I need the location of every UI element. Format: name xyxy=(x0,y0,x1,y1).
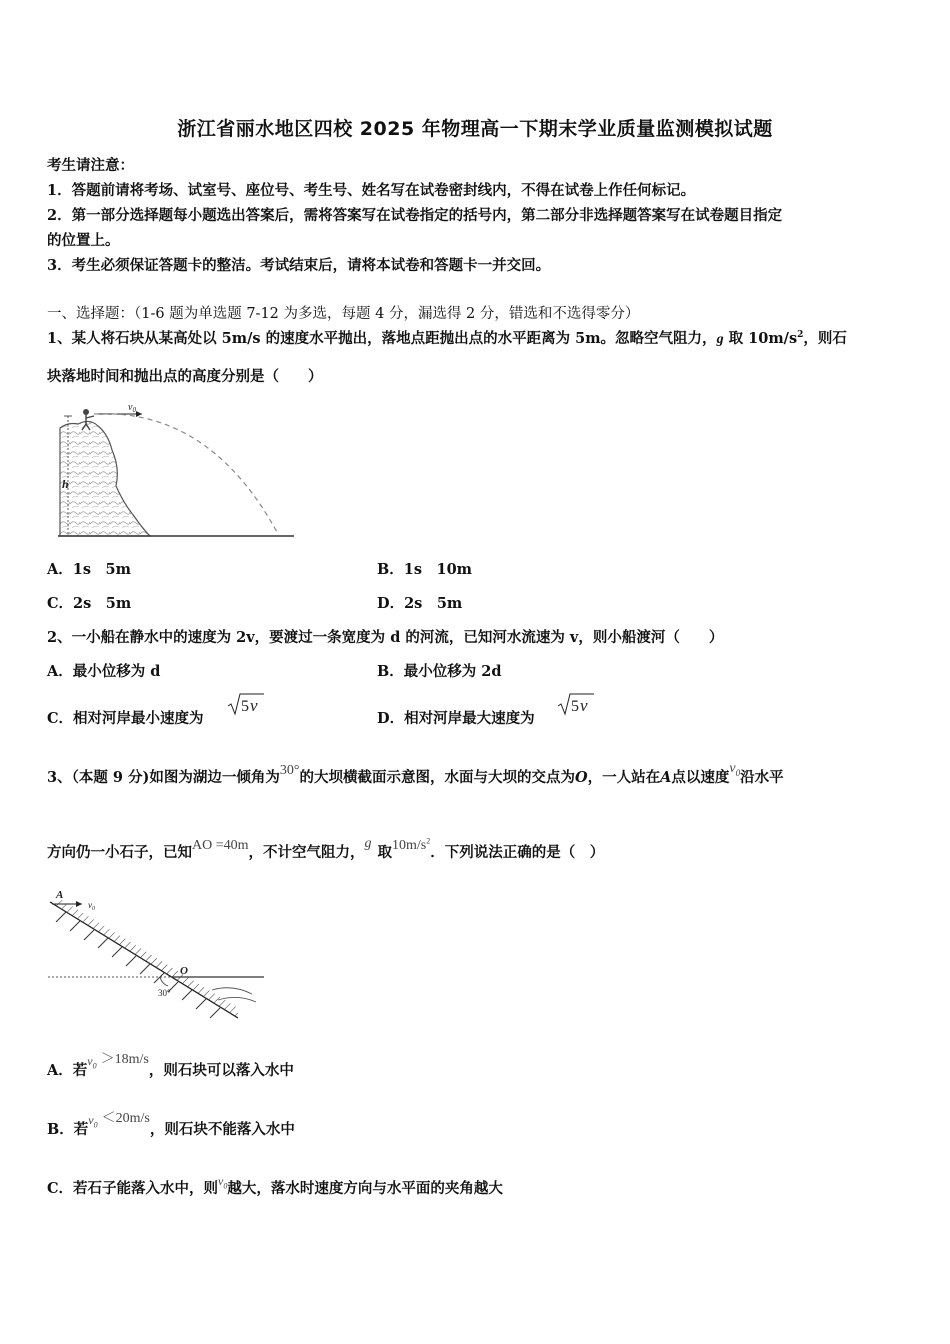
dam-hatching xyxy=(56,912,220,1018)
thrower xyxy=(83,409,89,415)
q3-option-a-text-2: ，则石块可以落入水中 xyxy=(148,1062,294,1079)
svg-text:5: 5 xyxy=(571,698,579,715)
q2-option-b[interactable]: B．最小位移为 2d xyxy=(377,663,502,680)
q1-cliff-figure xyxy=(50,398,300,540)
q3-option-c[interactable]: C．若石子能落入水中，则$^{v_0}$越大，落水时速度方向与水平面的夹角越大 xyxy=(47,1174,503,1197)
q3-text-2d: ．下列说法正确的是（ ） xyxy=(430,844,605,861)
height-label: h xyxy=(62,477,69,491)
q1-option-d[interactable]: D．2s 5m xyxy=(377,595,463,612)
q3-text-1c: ，一人站在 xyxy=(587,769,661,786)
q2-option-a[interactable]: A．最小位移为 d xyxy=(47,663,161,680)
q3-option-b-cond: ＜20m/s xyxy=(101,1111,150,1126)
q1-text-a: 1、某人将石块从某高处以 5m/s 的速度水平抛出，落地点距抛出点的水平距离为 5m。忽略空气阻力， xyxy=(47,330,717,347)
q3-stem-line1 xyxy=(47,761,784,788)
fig-label-a: A xyxy=(56,889,64,901)
q1-stem-line2: 块落地时间和抛出点的高度分别是（ ） xyxy=(47,368,323,385)
q2-option-c-sqrt xyxy=(226,690,266,718)
v0-label: $v_0$ xyxy=(128,402,136,414)
q2-option-d-sqrt xyxy=(556,690,596,718)
q3-gval: $10m/s^2$ xyxy=(392,836,431,853)
cliff-shape xyxy=(60,421,150,536)
q3-point-o: O xyxy=(575,769,588,786)
q2-option-c-text: C．相对河岸最小速度为 xyxy=(47,710,204,727)
q3-stem-line2 xyxy=(47,836,605,862)
q3-text-2a: 方向仍一小石子，已知 xyxy=(47,844,192,861)
q3-text-1e: 沿水平 xyxy=(740,769,784,786)
notice-heading: 考生请注意： xyxy=(47,157,134,174)
q3-option-b-text-1: B．若 xyxy=(47,1121,89,1138)
q3-option-b[interactable]: B．若$^{v_0}$ ＜20m/s，则石块不能落入水中 xyxy=(47,1111,295,1138)
q3-v0: $v_0$ xyxy=(729,761,741,778)
svg-text:v: v xyxy=(250,696,258,715)
q1-sup: 2 xyxy=(797,330,804,341)
q2-stem: 2、一小船在静水中的速度为 2v，要渡过一条宽度为 d 的河流，已知河水流速为 v，则小船渡河（ ） xyxy=(47,629,724,646)
section-heading: 一、选择题：（1-6 题为单选题 7-12 为多选，每题 4 分，漏选得 2 分，错选和不选得零分） xyxy=(47,306,640,322)
q1-text-b: 取 10m/s xyxy=(723,330,798,347)
q1-g: g xyxy=(716,332,724,347)
q3-ao: AO =40m xyxy=(192,838,249,853)
notice-item-2-cont: 的位置上。 xyxy=(47,232,120,249)
q3-text-2c: 取 xyxy=(377,844,393,861)
notice-item-2: 2．第一部分选择题每小题选出答案后，需将答案写在试卷指定的括号内，第二部分非选择题答案写在试卷题目指定 xyxy=(47,207,783,224)
q3-text-1b: 的大坝横截面示意图，水面与大坝的交点为 xyxy=(299,769,575,786)
q2-option-c[interactable] xyxy=(47,707,204,728)
q3-option-a-cond: ＞18m/s xyxy=(100,1052,149,1067)
q3-point-a: A xyxy=(660,769,672,786)
notice-item-3: 3．考生必须保证答题卡的整洁。考试结束后，请将本试卷和答题卡一并交回。 xyxy=(47,257,551,274)
q1-option-a[interactable]: A．1s 5m xyxy=(47,561,131,578)
fig-label-o: O xyxy=(180,965,188,977)
q3-text-2b: ，不计空气阻力， xyxy=(248,844,365,861)
fig-angle-label: 30° xyxy=(158,988,171,998)
q3-option-a-text-1: A．若 xyxy=(47,1062,88,1079)
q1-text-c: ，则石 xyxy=(803,330,847,347)
q3-dam-figure xyxy=(42,886,272,1026)
q3-angle: 30° xyxy=(279,763,300,778)
fig-v0-label: v₀ xyxy=(88,900,96,910)
fig-angle-arc xyxy=(160,977,168,986)
q1-option-b[interactable]: B．1s 10m xyxy=(377,561,473,578)
water-ripple xyxy=(212,988,256,1002)
q3-option-a[interactable]: A．若$^{v_0}$ ＞18m/s，则石块可以落入水中 xyxy=(47,1052,294,1079)
q3-text-1d: 点以速度 xyxy=(671,769,730,786)
q3-text-1a: 3、（本题 9 分)如图为湖边一倾角为 xyxy=(47,769,280,786)
q2-option-d[interactable] xyxy=(377,707,535,728)
notice-item-1: 1．答题前请将考场、试室号、座位号、考生号、姓名写在试卷密封线内，不得在试卷上作任何标记。 xyxy=(47,182,696,199)
page-title: 浙江省丽水地区四校 2025 年物理高一下期末学业质量监测模拟试题 xyxy=(177,118,773,140)
q3-g: g xyxy=(364,836,372,851)
q1-stem-line1 xyxy=(47,327,847,348)
q3-option-c-text-2: 越大，落水时速度方向与水平面的夹角越大 xyxy=(227,1180,503,1197)
svg-text:5: 5 xyxy=(241,698,249,715)
svg-text:v: v xyxy=(580,696,588,715)
q3-option-b-text-2: ，则石块不能落入水中 xyxy=(149,1121,295,1138)
q2-option-d-text: D．相对河岸最大速度为 xyxy=(377,710,535,727)
q1-option-c[interactable]: C．2s 5m xyxy=(47,595,132,612)
q3-option-c-text-1: C．若石子能落入水中，则 xyxy=(47,1180,219,1197)
